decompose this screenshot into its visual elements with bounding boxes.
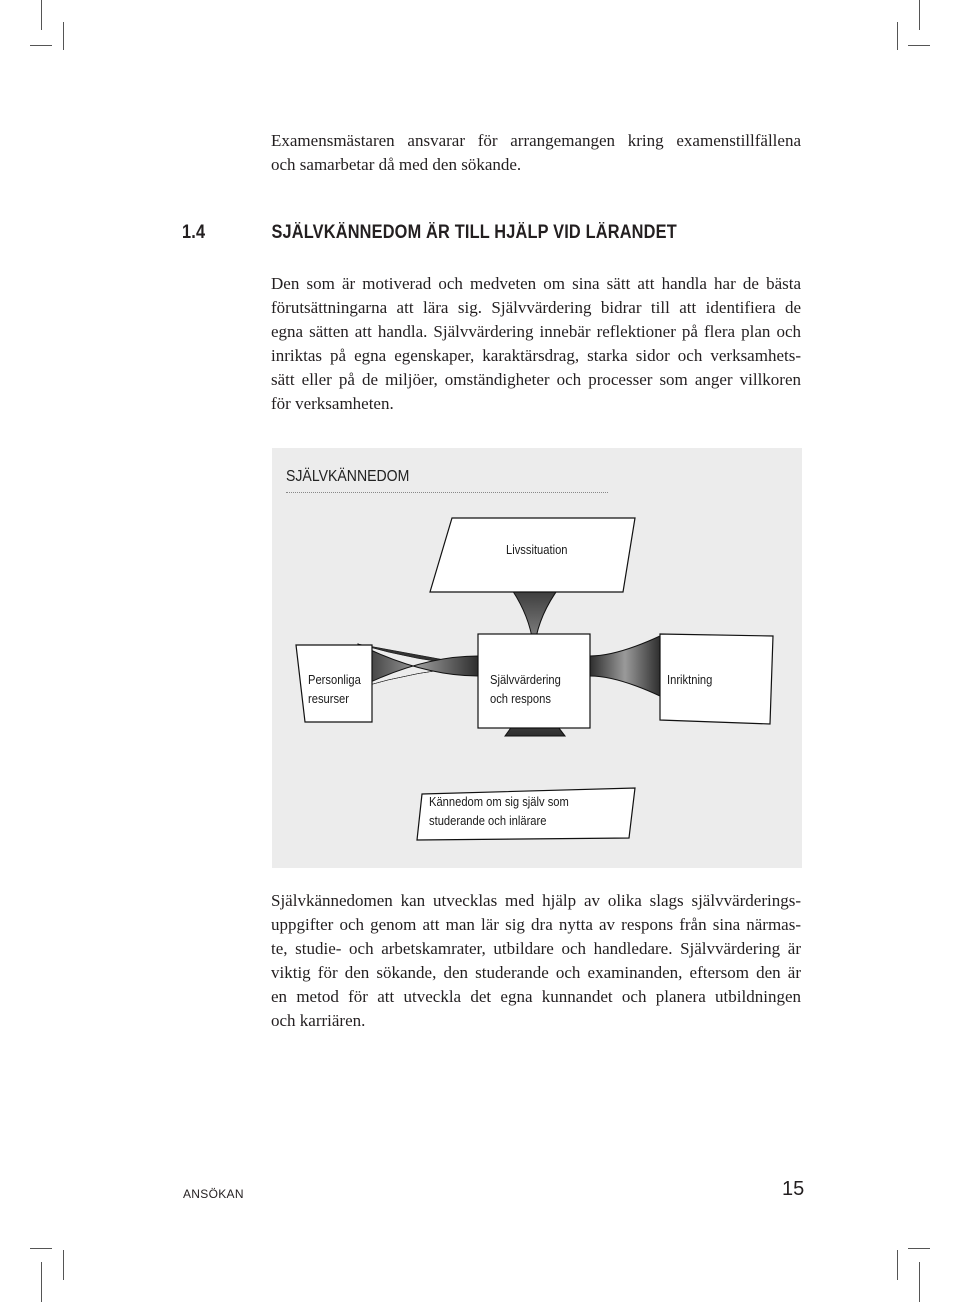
section-line: förutsättningarna att lära sig. Självvärdering bidrar till att identifiera de xyxy=(271,298,801,317)
connector-left xyxy=(358,644,478,688)
connector-right xyxy=(590,636,660,696)
crop-mark xyxy=(897,22,898,50)
label-sjalvvardering: Självvärdering och respons xyxy=(490,672,561,706)
closing-line: Självkännedomen kan utvecklas med hjälp av olika slags självvärderings- xyxy=(271,891,801,910)
crop-mark xyxy=(63,22,64,50)
intro-paragraph xyxy=(271,129,801,177)
crop-mark xyxy=(919,1262,920,1302)
intro-line: Examensmästaren ansvarar för arrangemangen kring examenstillfällena xyxy=(271,131,801,150)
closing-line: uppgifter och genom att man lär sig dra nytta av respons från sina närmas- xyxy=(271,915,801,934)
section-paragraph xyxy=(271,272,801,416)
page-number: 15 xyxy=(782,1178,805,1200)
crop-mark xyxy=(41,0,42,30)
crop-mark xyxy=(30,1248,52,1249)
closing-line: viktig för den sökande, den studerande och examinanden, eftersom den är xyxy=(271,963,801,982)
closing-line: och karriären. xyxy=(271,1011,366,1030)
section-line: för verksamheten. xyxy=(271,394,394,413)
label-livssituation: Livssituation xyxy=(506,542,568,557)
label-inriktning: Inriktning xyxy=(667,672,713,687)
section-title: SJÄLVKÄNNEDOM ÄR TILL HJÄLP VID LÄRANDET xyxy=(271,222,677,243)
footer-label: ANSÖKAN xyxy=(183,1187,244,1201)
crop-mark xyxy=(63,1250,64,1280)
label-kannedom: Kännedom om sig själv som studerande och inlärare xyxy=(429,794,569,828)
section-line: Den som är motiverad och medveten om sina sätt att handla har de bästa xyxy=(271,274,801,293)
intro-line: och samarbetar då med den sökande. xyxy=(271,155,522,174)
crop-mark xyxy=(30,45,52,46)
figure-title-rule xyxy=(286,492,608,493)
section-line: inriktas på egna egenskaper, karaktärsdrag, starka sidor och verksamhets- xyxy=(271,346,801,365)
section-heading xyxy=(182,222,715,248)
figure-title: SJÄLVKÄNNEDOM xyxy=(286,468,410,485)
crop-mark xyxy=(897,1250,898,1280)
closing-paragraph xyxy=(271,889,801,1033)
section-number: 1.4 xyxy=(182,222,206,243)
crop-mark xyxy=(908,1248,930,1249)
label-personliga-resurser: Personliga resurser xyxy=(308,672,361,706)
section-line: egna sätten att handla. Självvärdering innebär reflektioner på flera plan och xyxy=(271,322,801,341)
section-line: sätt eller på de miljöer, omständigheter och processer som anger villkoren xyxy=(271,370,801,389)
crop-mark xyxy=(908,45,930,46)
closing-line: te, studie- och arbetskamrater, utbildare och handledare. Självvärdering är xyxy=(271,939,801,958)
crop-mark xyxy=(919,0,920,30)
closing-line: en metod för att utveckla det egna kunnandet och planera utbildningen xyxy=(271,987,801,1006)
crop-mark xyxy=(41,1262,42,1302)
self-knowledge-figure xyxy=(272,448,802,868)
